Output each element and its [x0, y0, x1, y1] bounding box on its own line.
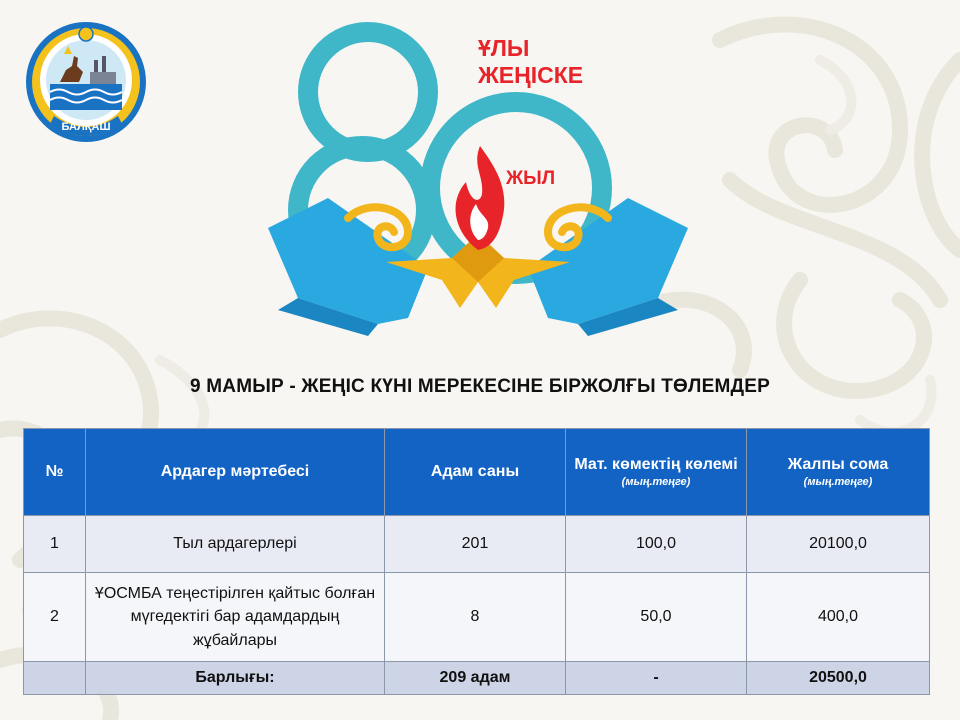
table-header-row — [24, 429, 930, 516]
slide-title: 9 МАМЫР - ЖЕҢІС КҮНІ МЕРЕКЕСІНЕ БІРЖОЛҒЫ ТӨЛЕМДЕР — [190, 376, 770, 397]
header-number: № — [24, 429, 86, 516]
cell-total-sum: 400,0 — [747, 573, 930, 662]
totals-row — [24, 662, 930, 695]
header-veteran-status: Ардагер мәртебесі — [86, 429, 385, 516]
balkhash-city-emblem — [24, 20, 148, 144]
cell-total-sum: 20100,0 — [747, 516, 930, 573]
payments-table — [23, 428, 930, 695]
cell-people-count: 8 — [385, 573, 566, 662]
header-aid-label: Мат. көмектің көлемі — [574, 455, 738, 473]
header-aid-amount — [566, 429, 747, 516]
header-total-unit: (мың.теңге) — [803, 476, 873, 488]
cell-aid-amount: 100,0 — [566, 516, 747, 573]
cell-totals-label: Барлығы: — [86, 662, 385, 695]
header-total-label: Жалпы сома — [787, 455, 889, 473]
victory-80-emblem — [258, 18, 698, 340]
emblem-text-zhyl: ЖЫЛ — [506, 168, 556, 189]
cell-people-count: 201 — [385, 516, 566, 573]
cell-number-empty — [24, 662, 86, 695]
emblem-text-zhenis: ЖЕҢІСКЕ — [478, 62, 584, 88]
header-total-sum — [747, 429, 930, 516]
table-row — [24, 516, 930, 573]
table-row — [24, 573, 930, 662]
header-aid-unit: (мың.теңге) — [621, 476, 691, 488]
cell-veteran-status: Тыл ардагерлері — [86, 516, 385, 573]
cell-totals-aid: - — [566, 662, 747, 695]
emblem-text-uly: ҰЛЫ — [478, 35, 530, 61]
cell-totals-people: 209 адам — [385, 662, 566, 695]
cell-veteran-status: ҰОСМБА теңестірілген қайтыс болған мүгедектігі бар адамдардың жұбайлары — [86, 573, 385, 662]
cell-number: 1 — [24, 516, 86, 573]
cell-number: 2 — [24, 573, 86, 662]
header-people-count: Адам саны — [385, 429, 566, 516]
cell-totals-sum: 20500,0 — [747, 662, 930, 695]
logo-text: БАЛҚАШ — [61, 121, 111, 133]
cell-aid-amount: 50,0 — [566, 573, 747, 662]
